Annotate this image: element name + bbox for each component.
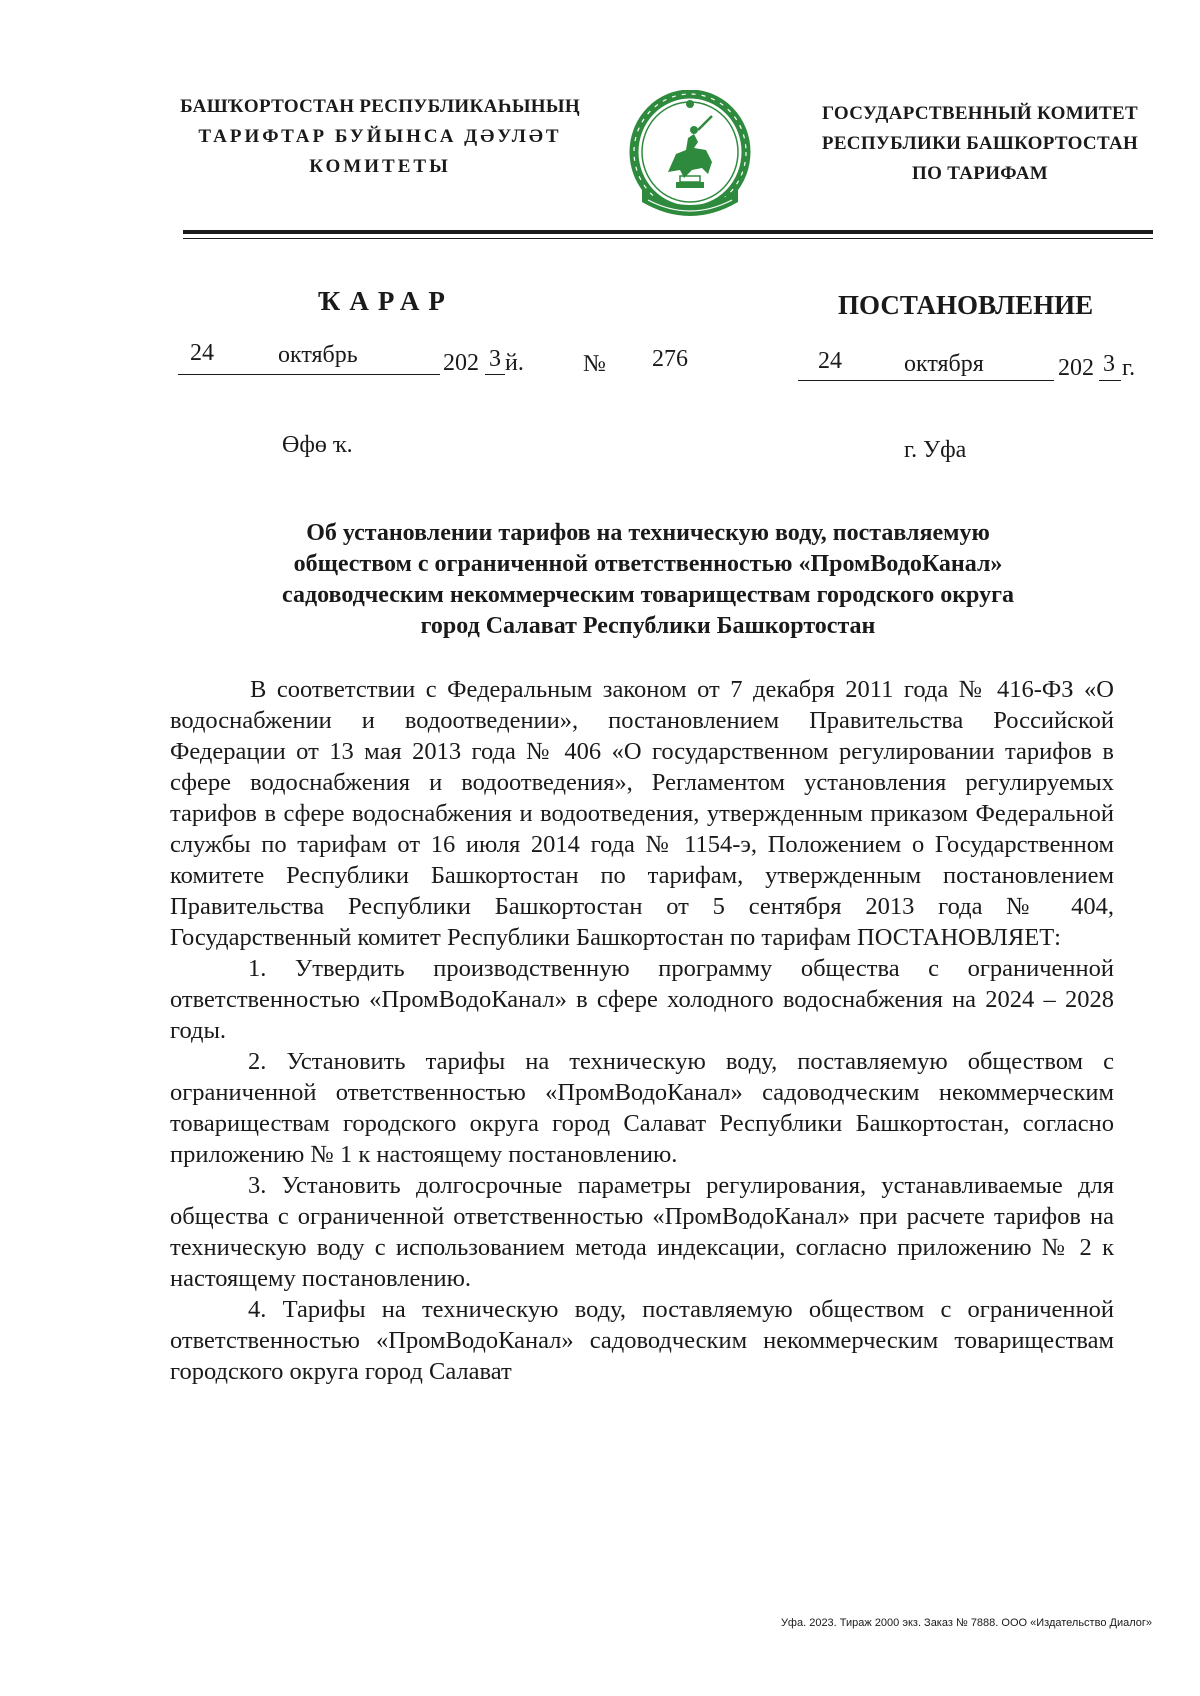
subject-line-3: садоводческим некоммерческим товариществам городского округа <box>282 582 1014 608</box>
city-left: Өфө ҡ. <box>282 432 353 458</box>
date-right-day: 24 <box>818 348 842 374</box>
header-left-line-1: БАШҠОРТОСТАН РЕСПУБЛИКАҺЫНЫҢ <box>180 96 580 117</box>
date-right-year-suffix: г. <box>1122 355 1136 381</box>
date-left-day: 24 <box>190 340 214 366</box>
date-left-year-digit: 3 <box>489 346 501 372</box>
clause-1: 1. Утвердить производственную программу общества с ограниченной ответственностью «ПромВодоКанал» в сфере холодного водоснабжения на 2024 – 2028 годы. <box>170 955 1114 1044</box>
header-left-line-3: КОМИТЕТЫ <box>309 156 451 177</box>
clause-4: 4. Тарифы на техническую воду, поставляемую обществом с ограниченной ответственностью «ПромВодоКанал» садоводческим некоммерческим товариществам городского округа город Салават <box>170 1296 1114 1385</box>
city-right: г. Уфа <box>904 437 967 463</box>
header-left-bashkir <box>180 92 580 182</box>
subject-line-4: город Салават Республики Башкортостан <box>420 613 876 639</box>
title-postanovlenie: ПОСТАНОВЛЕНИЕ <box>838 290 1094 320</box>
clause-2: 2. Установить тарифы на техническую воду, поставляемую обществом с ограниченной ответственностью «ПромВодоКанал» садоводческим некоммерческим товариществам городского округа город Салават Республики Башкортостан, согласно приложению № 1 к настоящему постановлению. <box>170 1048 1114 1168</box>
date-right-month: октября <box>904 351 984 377</box>
date-left-underline <box>178 374 440 375</box>
document-body <box>170 674 1114 1387</box>
date-right-year-prefix: 202 <box>1058 355 1094 381</box>
date-right-underline <box>798 380 1054 381</box>
document-subject <box>178 518 1118 642</box>
print-imprint-footer: Уфа. 2023. Тираж 2000 экз. Заказ № 7888. ООО «Издательство Диалог» <box>780 1617 1152 1629</box>
date-left-year-underline <box>485 374 505 375</box>
header-left-line-2: ТАРИФТАР БУЙЫНСА ДӘУЛӘТ <box>198 126 562 147</box>
date-right-year-underline <box>1099 380 1121 381</box>
header-divider-thick <box>183 230 1153 234</box>
header-right-line-1: ГОСУДАРСТВЕННЫЙ КОМИТЕТ <box>822 103 1138 124</box>
date-left-year-suffix: й. <box>505 350 524 376</box>
subject-line-2: обществом с ограниченной ответственностью «ПромВодоКанал» <box>293 551 1003 577</box>
date-right-year-digit: 3 <box>1103 351 1115 377</box>
document-number: 276 <box>652 346 688 372</box>
header-right-line-2: РЕСПУБЛИКИ БАШКОРТОСТАН <box>821 133 1139 154</box>
header-right-line-3: ПО ТАРИФАМ <box>912 163 1048 184</box>
date-left-year-prefix: 202 <box>443 350 479 376</box>
subject-line-1: Об установлении тарифов на техническую воду, поставляемую <box>306 520 990 546</box>
bashkortostan-emblem-icon <box>628 90 752 232</box>
clause-3: 3. Установить долгосрочные параметры регулирования, устанавливаемые для общества с ограниченной ответственностью «ПромВодоКанал» при расчете тарифов на техническую воду с использованием метода индексации, согласно приложению № 2 к настоящему постановлению. <box>170 1172 1114 1292</box>
header-divider-thin <box>183 238 1153 239</box>
preamble-paragraph: В соответствии с Федеральным законом от 7 декабря 2011 года № 416-ФЗ «О водоснабжении и водоотведении», постановлением Правительства Российской Федерации от 13 мая 2013 года № 406 «О государственном регулировании тарифов в сфере водоснабжения и водоотведения», Регламентом установления регулируемых тарифов в сфере водоснабжения и водоотведения, утвержденным приказом Федеральной службы по тарифам от 16 июля 2014 года № 1154-э, Положением о Государственном комитете Республики Башкортостан по тарифам, утвержденным постановлением Правительства Республики Башкортостан от 5 сентября 2013 года № 404, Государственный комитет Республики Башкортостан по тарифам ПОСТАНОВЛЯЕТ: <box>170 676 1114 951</box>
date-left-month: октябрь <box>278 342 358 368</box>
header-right-russian <box>790 99 1170 189</box>
number-sign: № <box>583 351 606 377</box>
title-karar: ҠАРАР <box>318 286 454 316</box>
